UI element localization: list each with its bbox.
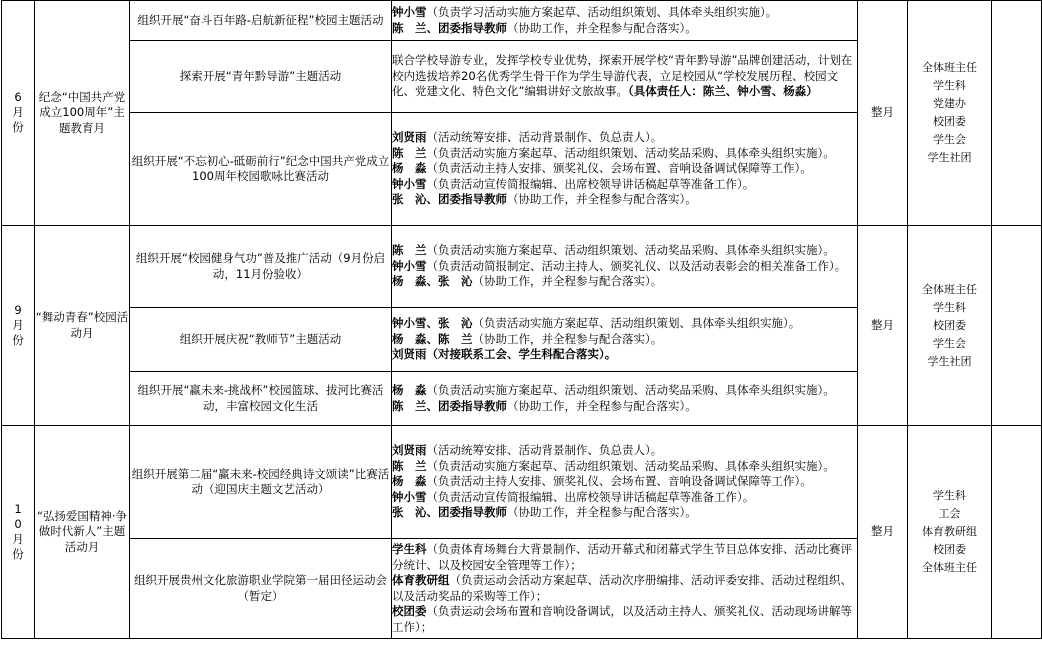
responsibility-line: 刘贤雨（活动统筹安排、活动背景制作、负总责人）。: [392, 443, 663, 458]
blank-cell: [992, 1, 1042, 226]
responsibility-line: 钟小雪（负责活动简报制定、活动主持人、颁奖礼仪、以及活动表彰会的相关准备工作）。: [392, 258, 847, 273]
responsibility-line: 杨 淼（负责活动主持人安排、颁奖礼仪、会场布置、音响设备调试保障等工作）。: [392, 161, 812, 176]
responsibility-line: 陈 兰、团委指导教师（协助工作，并全程参与配合落实）。: [392, 398, 697, 413]
time-cell: 整月: [858, 426, 908, 639]
org-cell: 全体班主任 学生科 党建办 校团委 学生会 学生社团: [908, 1, 992, 226]
responsibility-line: 陈 兰、团委指导教师（协助工作，并全程参与配合落实）。: [392, 20, 697, 35]
responsibility-line: 陈 兰（负责活动实施方案起草、活动组织策划、活动奖品采购、具体牵头组织实施）。: [392, 458, 835, 473]
responsibility-cell: [392, 426, 858, 539]
activity-name: 组织开展第二届“赢未来-校园经典诗文颂读”比赛活动（迎国庆主题文艺活动）: [130, 426, 392, 539]
responsibility-line: 张 沁、团委指导教师（协助工作，并全程参与配合落实）。: [392, 505, 697, 520]
activity-name: 组织开展庆祝“教师节”主题活动: [130, 308, 392, 372]
activity-name: 组织开展“校园健身气功”普及推广活动（9月份启动，11月份验收）: [130, 226, 392, 308]
table-row: [2, 226, 1042, 308]
blank-cell: [992, 226, 1042, 426]
responsibility-line: 体育教研组（负责运动会活动方案起草、活动次序册编排、活动评委安排、活动过程组织、以及活动奖品的采购等工作）；: [392, 573, 852, 603]
responsibility-line: 联合学校导游专业，发挥学校专业优势，探索开展学校“青年黔导游”品牌创建活动，计划在校内选拔培养20名优秀学生骨干作为学生导游代表，立足校园从“学校发展历程、校园文化、党建文化、特色文化”编辑讲好文旅故事。（具体责任人：陈兰、钟小雪、杨淼）: [392, 53, 853, 99]
org-cell: 学生科 工会 体育教研组 校团委 全体班主任: [908, 426, 992, 639]
time-cell: 整月: [858, 226, 908, 426]
responsibility-cell: [392, 113, 858, 226]
theme-cell: 纪念“中国共产党成立100周年”主题教育月: [35, 1, 130, 226]
org-cell: 全体班主任 学生科 校团委 学生会 学生社团: [908, 226, 992, 426]
responsibility-cell: [392, 308, 858, 372]
responsibility-line: 学生科（负责体育场舞台大背景制作、活动开幕式和闭幕式学生节目总体安排、活动比赛评分统计、以及校园安全管理等工作）；: [392, 542, 852, 572]
responsibility-line: 陈 兰（负责活动实施方案起草、活动组织策划、活动奖品采购、具体牵头组织实施）。: [392, 243, 835, 258]
responsibility-line: 校团委（负责运动会场布置和音响设备调试，以及活动主持人、颁奖礼仪、活动现场讲解等工作）；: [392, 604, 852, 634]
theme-cell: “舞动青春”校园活动月: [35, 226, 130, 426]
responsibility-line: 钟小雪、张 沁（负责活动实施方案起草、活动组织策划、具体牵头组织实施）。: [392, 316, 801, 331]
responsibility-cell: [392, 41, 858, 113]
responsibility-line: 刘贤雨（活动统筹安排、活动背景制作、负总责人）。: [392, 130, 663, 145]
responsibility-cell: [392, 539, 858, 639]
activity-plan-table: [1, 0, 1042, 639]
activity-name: 探索开展“青年黔导游”主题活动: [130, 41, 392, 113]
responsibility-cell: [392, 1, 858, 41]
month-cell: 6月份: [2, 1, 35, 226]
responsibility-cell: [392, 226, 858, 308]
theme-cell: “弘扬爱国精神·争做时代新人”主题活动月: [35, 426, 130, 639]
responsibility-line: 刘贤雨（对接联系工会、学生科配合落实）。: [392, 347, 617, 362]
month-cell: 9月份: [2, 226, 35, 426]
responsibility-cell: [392, 372, 858, 426]
activity-name: 组织开展“不忘初心-砥砺前行”纪念中国共产党成立100周年校园歌咏比赛活动: [130, 113, 392, 226]
activity-name: 组织开展“奋斗百年路-启航新征程”校园主题活动: [130, 1, 392, 41]
time-cell: 整月: [858, 1, 908, 226]
activity-name: 组织开展“赢未来-挑战杯”校园篮球、拔河比赛活动，丰富校园文化生活: [130, 372, 392, 426]
responsibility-line: 钟小雪（负责活动宣传简报编辑、出席校领导讲话稿起草等准备工作）。: [392, 176, 755, 191]
table-row: [2, 426, 1042, 539]
responsibility-line: 陈 兰（负责活动实施方案起草、活动组织策划、活动奖品采购、具体牵头组织实施）。: [392, 145, 835, 160]
responsibility-line: 杨 淼（负责活动实施方案起草、活动组织策划、活动奖品采购、具体牵头组织实施）。: [392, 383, 835, 397]
responsibility-line: 钟小雪（负责学习活动实施方案起草、活动组织策划、具体牵头组织实施）。: [392, 5, 778, 19]
responsibility-line: 杨 淼（负责活动主持人安排、颁奖礼仪、会场布置、音响设备调试保障等工作）。: [392, 474, 812, 489]
month-cell: 10月份: [2, 426, 35, 639]
responsibility-line: 杨 淼、张 沁（协助工作，并全程参与配合落实）。: [392, 274, 663, 289]
responsibility-line: 钟小雪（负责活动宣传简报编辑、出席校领导讲话稿起草等准备工作）。: [392, 489, 755, 504]
blank-cell: [992, 426, 1042, 639]
responsibility-line: 张 沁、团委指导教师（协助工作，并全程参与配合落实）。: [392, 192, 697, 207]
responsibility-line: 杨 淼、陈 兰（协助工作，并全程参与配合落实）。: [392, 331, 663, 346]
table-row: [2, 1, 1042, 41]
activity-name: 组织开展贵州文化旅游职业学院第一届田径运动会（暂定）: [130, 539, 392, 639]
